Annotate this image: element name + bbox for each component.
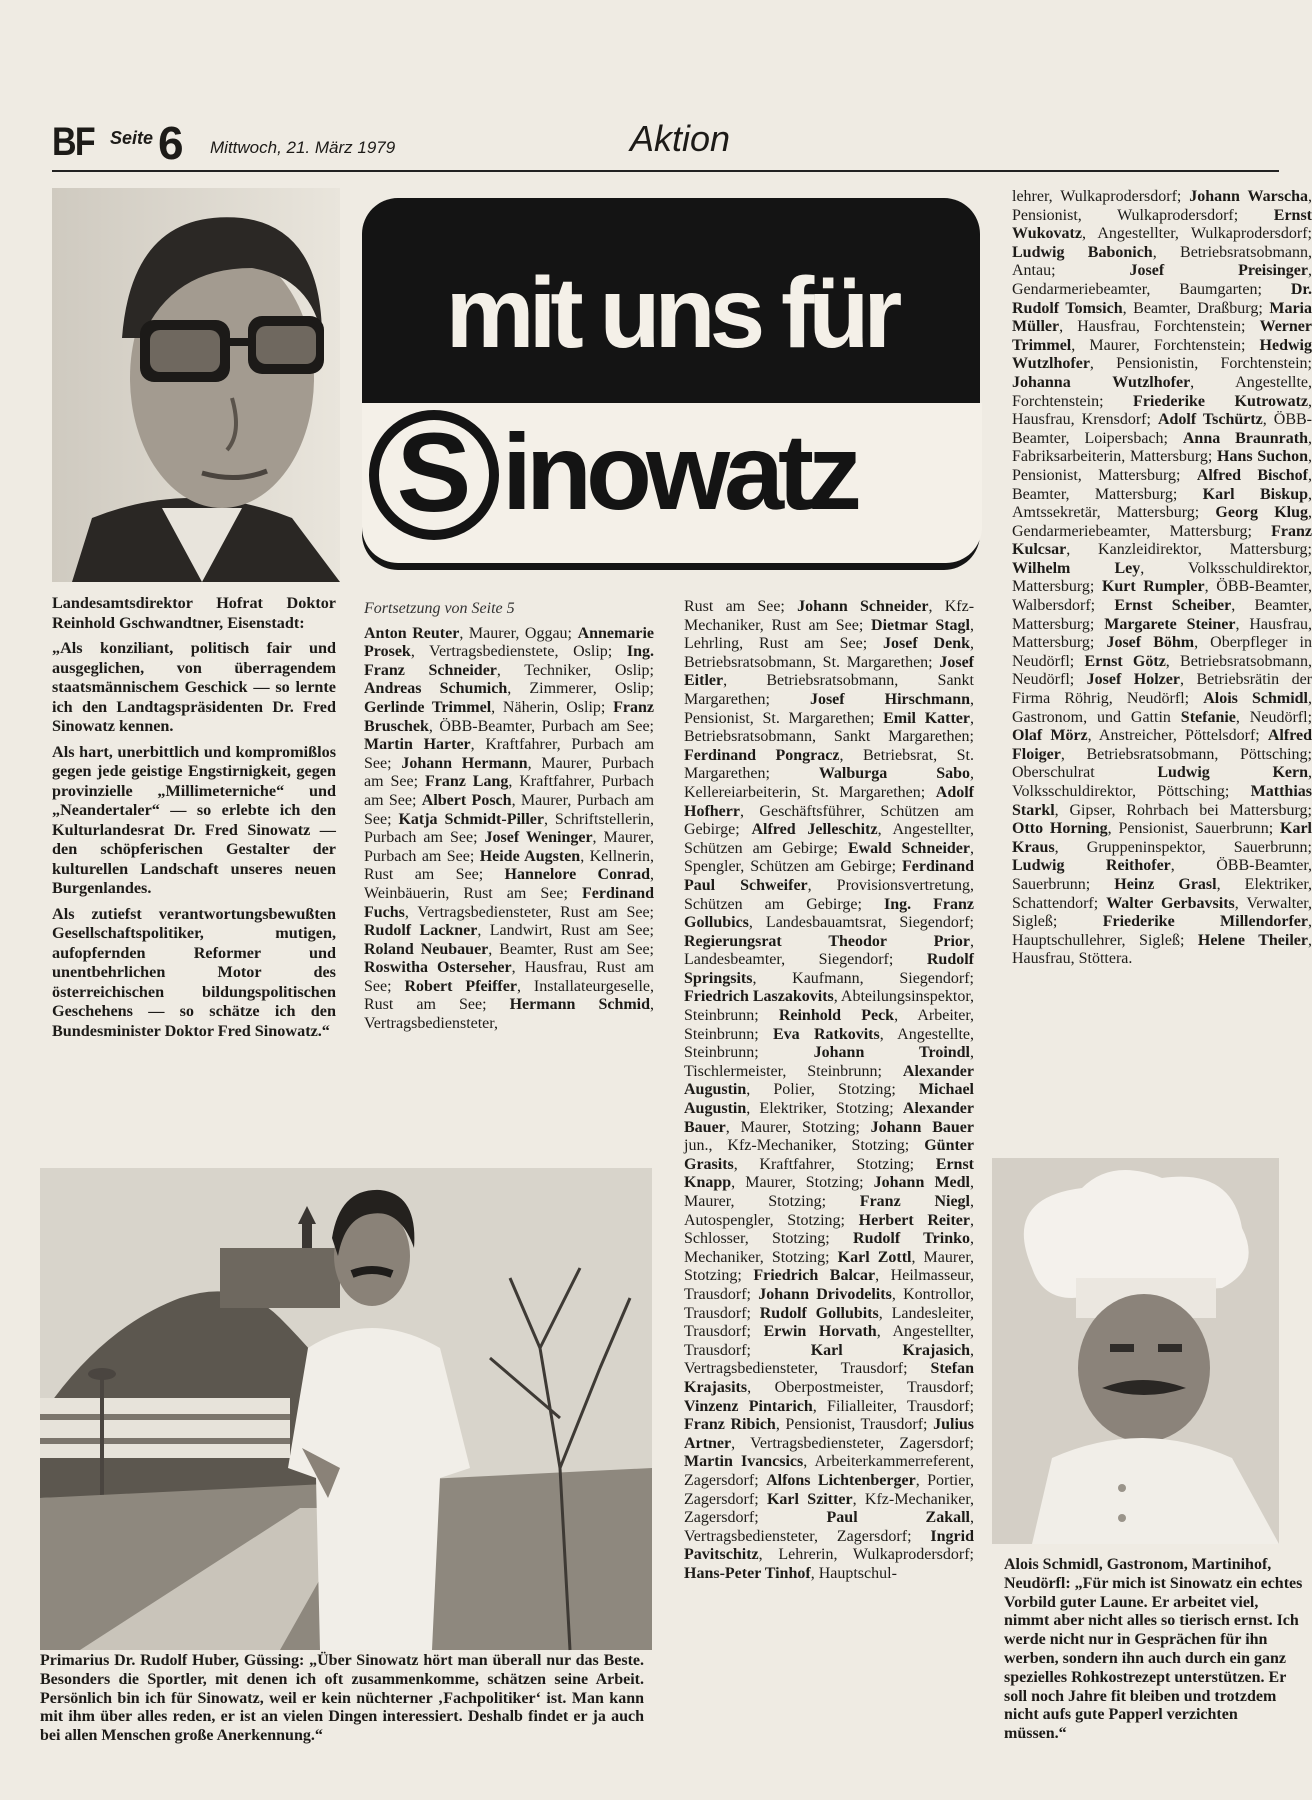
chef-caption-text: Alois Schmidl, Gastronom, Martinihof, Neudörfl: „Für mich ist Sinowatz ein echtes Vorbild guter Laune. Er arbeitet viel, nimmt aber nicht alles so tierisch ernst. Ich werde nicht nur in Gesprächen für ihn werben, sondern ihn auch durch ein ganz spezielles Rohkostrezept unterstützen. Er soll noch Jahre fit bleiben und trotzdem nicht aufs gute Papperl verzichten müssen.“ [1004, 1556, 1303, 1743]
portrait-photo [52, 188, 340, 582]
page-number: 6 [158, 117, 184, 169]
chef-caption [1004, 1556, 1303, 1744]
caption-speaker: Landesamtsdirektor Hofrat Doktor Reinhold Gschwandtner, Eisenstadt: [52, 594, 336, 632]
newspaper-logo: BF [52, 120, 94, 164]
svg-text:S: S [396, 410, 472, 535]
caption-paragraph-1: „Als konziliant, politisch fair und ausgeglichen, von überragendem staatsmännischem Geschick — so lernte ich den Landtagspräsidenten Dr. Fred Sinowatz kennen. [52, 639, 336, 735]
names-text-3: lehrer, Wulkaprodersdorf; Johann Warscha, Pensionist, Wulkaprodersdorf; Ernst Wukovatz, Angestellter, Wulkaprodersdorf; Ludwig Babonich, Betriebsratsobmann, Antau; Josef Preisinger, Gendarmeriebeamter, Baumgarten; Dr. Rudolf Tomsich, Beamter, Draßburg; Maria Müller, Hausfrau, Forchtenstein; Werner Trimmel, Maurer, Forchtenstein; Hedwig Wutzlhofer, Pensionistin, Forchtenstein; Johanna Wutzlhofer, Angestellte, Forchtenstein; Friederike Kutrowatz, Hausfrau, Krensdorf; Adolf Tschürtz, ÖBB-Beamter, Loipersbach; Anna Braunrath, Fabriksarbeiterin, Mattersburg; Hans Suchon, Pensionist, Mattersburg; Alfred Bischof, Beamter, Mattersburg; Karl Biskup, Amtssekretär, Mattersburg; Georg Klug, Gendarmeriebeamter, Mattersburg; Franz Kulcsar, Kanzleidirektor, Mattersburg; Wilhelm Ley, Volksschuldirektor, Mattersburg; Kurt Rumpler, ÖBB-Beamter, Walbersdorf; Ernst Scheiber, Beamter, Mattersburg; Margarete Steiner, Hausfrau, Mattersburg; Josef Böhm, Oberpfleger in Neudörfl; Ernst Götz, Betriebsratsobmann, Neudörfl; Josef Holzer, Betriebsrätin der Firma Röhrig, Neudörfl; Alois Schmidl, Gastronom, und Gattin Stefanie, Neudörfl; Olaf Mörz, Anstreicher, Pöttelsdorf; Alfred Floiger, Betriebsratsobmann, Pöttsching; Oberschulrat Ludwig Kern, Volksschuldirektor, Pöttsching; Matthias Starkl, Gipser, Rohrbach bei Mattersburg; Otto Horning, Pensionist, Sauerbrunn; Karl Kraus, Gruppeninspektor, Sauerbrunn; Ludwig Reithofer, ÖBB-Beamter, Sauerbrunn; Heinz Grasl, Elektriker, Schattendorf; Walter Gerbavsits, Verwalter, Sigleß; Friederike Millendorfer, Hauptschullehrer, Sigleß; Helene Theiler, Hausfrau, Stöttera. [1012, 188, 1312, 968]
headline-line2: inowatz [502, 411, 856, 532]
names-column-1 [364, 600, 654, 1148]
page-label: Seite [110, 128, 154, 148]
huber-caption: Primarius Dr. Rudolf Huber, Güssing: „Über Sinowatz hört man überall nur das Beste. Besonders die Sportler, mit denen ich oft zusammenkomme, schätzen seine Arbeit. Persönlich bin ich für Sinowatz, weil er kein nüchterner ‚Fachpolitiker‘ ist. Man kann mit ihm über alles reden, er ist an vielen Dingen interessiert. Deshalb findet er ja auch bei allen Menschen große Anerkennung.“ [40, 1652, 644, 1745]
huber-photo [40, 1168, 652, 1650]
caption-paragraph-2: Als hart, unerbittlich und kompromißlos gegen jede geistige Engstirnigkeit, gegen provinzielle „Millimeterniche“ und „Neandertaler“ — so erlebte ich den Kulturlandesrat Dr. Fred Sinowatz — den schöpferischen Gestalter der kulturellen Landschaft unseres neuen Burgenlandes. [52, 742, 336, 897]
issue-date: Mittwoch, 21. März 1979 [210, 138, 396, 157]
masthead [52, 118, 1279, 172]
headline-line1: mit uns für [445, 257, 897, 369]
names-text-1: Anton Reuter, Maurer, Oggau; Annemarie Prosek, Vertragsbedienstete, Oslip; Ing. Franz Schneider, Techniker, Oslip; Andreas Schumich, Zimmerer, Oslip; Gerlinde Trimmel, Näherin, Oslip; Franz Bruschek, ÖBB-Beamter, Purbach am See; Martin Harter, Kraftfahrer, Purbach am See; Johann Hermann, Maurer, Purbach am See; Franz Lang, Kraftfahrer, Purbach am See; Albert Posch, Maurer, Purbach am See; Katja Schmidt-Piller, Schriftstellerin, Purbach am See; Josef Weninger, Maurer, Purbach am See; Heide Augsten, Kellnerin, Rust am See; Hannelore Conrad, Weinbäuerin, Rust am See; Ferdinand Fuchs, Vertragsbediensteter, Rust am See; Rudolf Lackner, Landwirt, Rust am See; Roland Neubauer, Beamter, Rust am See; Roswitha Osterseher, Hausfrau, Rust am See; Robert Pfeiffer, Installateurgeselle, Rust am See; Hermann Schmid, Vertragsbediensteter, [364, 624, 655, 1033]
headline-line2-panel [362, 403, 982, 563]
continued-note: Fortsetzung von Seite 5 [364, 600, 515, 617]
names-text-2: Rust am See; Johann Schneider, Kfz-Mechaniker, Rust am See; Dietmar Stagl, Lehrling, Rust am See; Josef Denk, Betriebsratsobmann, St. Margarethen; Josef Eitler, Betriebsratsobmann, Sankt Margarethen; Josef Hirschmann, Pensionist, St. Margarethen; Emil Katter, Betriebsratsobmann, Sankt Margarethen; Ferdinand Pongracz, Betriebsrat, St. Margarethen; Walburga Sabo, Kellereiarbeiterin, St. Margarethen; Adolf Hofherr, Geschäftsführer, Schützen am Gebirge; Alfred Jelleschitz, Angestellter, Schützen am Gebirge; Ewald Schneider, Spengler, Schützen am Gebirge; Ferdinand Paul Schweifer, Provisionsvertretung, Schützen am Gebirge; Ing. Franz Gollubics, Landesbauamtsrat, Siegendorf; Regierungsrat Theodor Prior, Landesbeamter, Siegendorf; Rudolf Springsits, Kaufmann, Siegendorf; Friedrich Laszakovits, Abteilungsinspektor, Steinbrunn; Reinhold Peck, Arbeiter, Steinbrunn; Eva Ratkovits, Angestellte, Steinbrunn; Johann Troindl, Tischlermeister, Steinbrunn; Alexander Augustin, Polier, Stotzing; Michael Augustin, Elektriker, Stotzing; Alexander Bauer, Maurer, Stotzing; Johann Bauer jun., Kfz-Mechaniker, Stotzing; Günter Grasits, Kraftfahrer, Stotzing; Ernst Knapp, Maurer, Stotzing; Johann Medl, Maurer, Stotzing; Franz Niegl, Autospengler, Stotzing; Herbert Reiter, Schlosser, Stotzing; Rudolf Trinko, Mechaniker, Stotzing; Karl Zottl, Maurer, Stotzing; Friedrich Balcar, Heilmasseur, Trausdorf; Johann Drivodelits, Kontrollor, Trausdorf; Rudolf Gollubits, Landesleiter, Trausdorf; Erwin Horvath, Angestellter, Trausdorf; Karl Krajasich, Vertragsbediensteter, Trausdorf; Stefan Krajasits, Oberpostmeister, Trausdorf; Vinzenz Pintarich, Filialleiter, Trausdorf; Franz Ribich, Pensionist, Trausdorf; Julius Artner, Vertragsbediensteter, Zagersdorf; Martin Ivancsics, Arbeiterkammerreferent, Zagersdorf; Alfons Lichtenberger, Portier, Zagersdorf; Karl Szitter, Kfz-Mechaniker, Zagersdorf; Paul Zakall, Vertragsbediensteter, Zagersdorf; Ingrid Pavitschitz, Lehrerin, Wulkaprodersdorf; Hans-Peter Tinhof, Hauptschul- [684, 598, 975, 1582]
names-column-3 [1012, 188, 1312, 1148]
portrait-caption [52, 594, 336, 1047]
headline-logo [362, 198, 980, 570]
chef-photo [992, 1158, 1279, 1544]
s-emblem-icon [370, 411, 498, 539]
section-title: Aktion [630, 118, 731, 159]
names-column-2 [684, 598, 974, 1782]
caption-paragraph-3: Als zutiefst verantwortungsbewußten Gesellschaftspolitiker, mutigen, aufopfernden Reformer und unentbehrlichen Motor des österreichischen bildungspolitischen Geschehens — so schätze ich den Bundesminister Doktor Fred Sinowatz.“ [52, 904, 336, 1040]
